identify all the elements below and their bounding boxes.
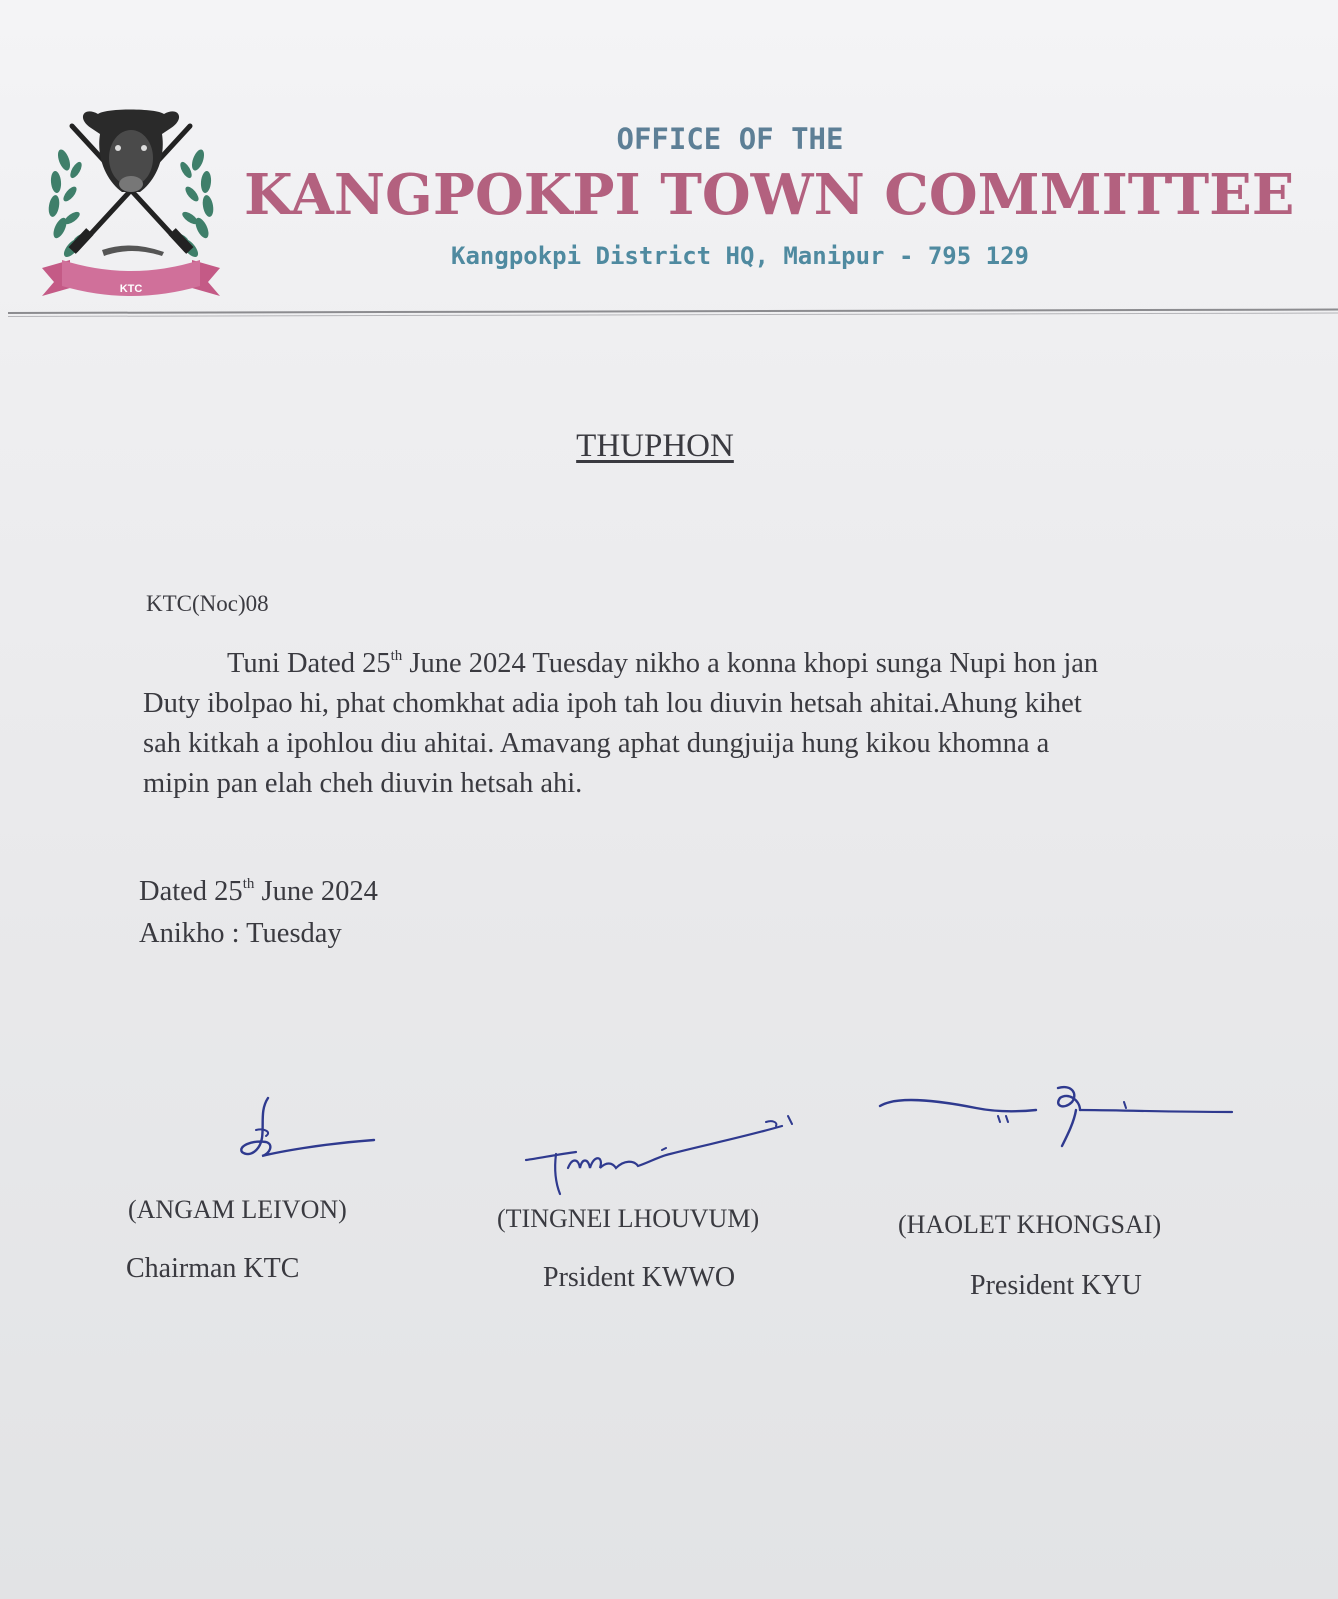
dated-suffix: June 2024 — [254, 876, 378, 907]
document-title — [500, 428, 810, 465]
reference-number: KTC(Noc)08 — [146, 591, 269, 616]
signatory-1-name: (ANGAM LEIVON) — [128, 1195, 347, 1224]
letterhead-address: Kangpokpi District HQ, Manipur - 795 129 — [451, 242, 1029, 270]
signatory-2-name: (TINGNEI LHOUVUM) — [497, 1204, 760, 1233]
day-line: Anikho : Tuesday — [139, 918, 342, 949]
document-title-text: THUPHON — [576, 428, 734, 464]
signature-haolet-khongsai — [876, 1082, 1236, 1162]
dated-prefix: Dated 25 — [139, 876, 243, 907]
emblem-ribbon-text: KTC — [119, 283, 143, 295]
signatory-3-name: (HAOLET KHONGSAI) — [898, 1210, 1162, 1239]
letterhead-office-of: OFFICE OF THE — [616, 122, 844, 156]
signatory-1-title: Chairman KTC — [126, 1253, 300, 1284]
body-line-3: sah kitkah a ipohlou diu ahitai. Amavang aphat dungjuija hung kikou khomna a — [143, 728, 1050, 759]
body-line-1-end: June 2024 Tuesday nikho a konna khopi sunga Nupi hon jan — [402, 648, 1099, 679]
signature-angam-leivon — [230, 1090, 380, 1170]
body-line-2: Duty ibolpao hi, phat chomkhat adia ipoh tah lou diuvin hetsah ahitai.Ahung kihet — [143, 688, 1082, 719]
dated-ordinal: th — [242, 876, 255, 892]
notice-body — [143, 644, 1243, 804]
ktc-emblem-logo — [36, 100, 226, 310]
body-line-1 — [143, 644, 1243, 684]
body-line-4: mipin pan elah cheh diuvin hetsah ahi. — [143, 768, 583, 799]
body-line-1-start: Tuni Dated 25 — [227, 648, 391, 679]
signatory-3-title: President KYU — [970, 1270, 1142, 1301]
dated-line — [139, 876, 378, 908]
letterhead-committee-name: KANGPOKPI TOWN COMMITTEE — [244, 162, 1295, 228]
signatory-2-title: Prsident KWWO — [543, 1262, 736, 1293]
signature-tingnei-lhouvum — [520, 1110, 820, 1200]
body-line-1-ordinal: th — [390, 648, 403, 664]
